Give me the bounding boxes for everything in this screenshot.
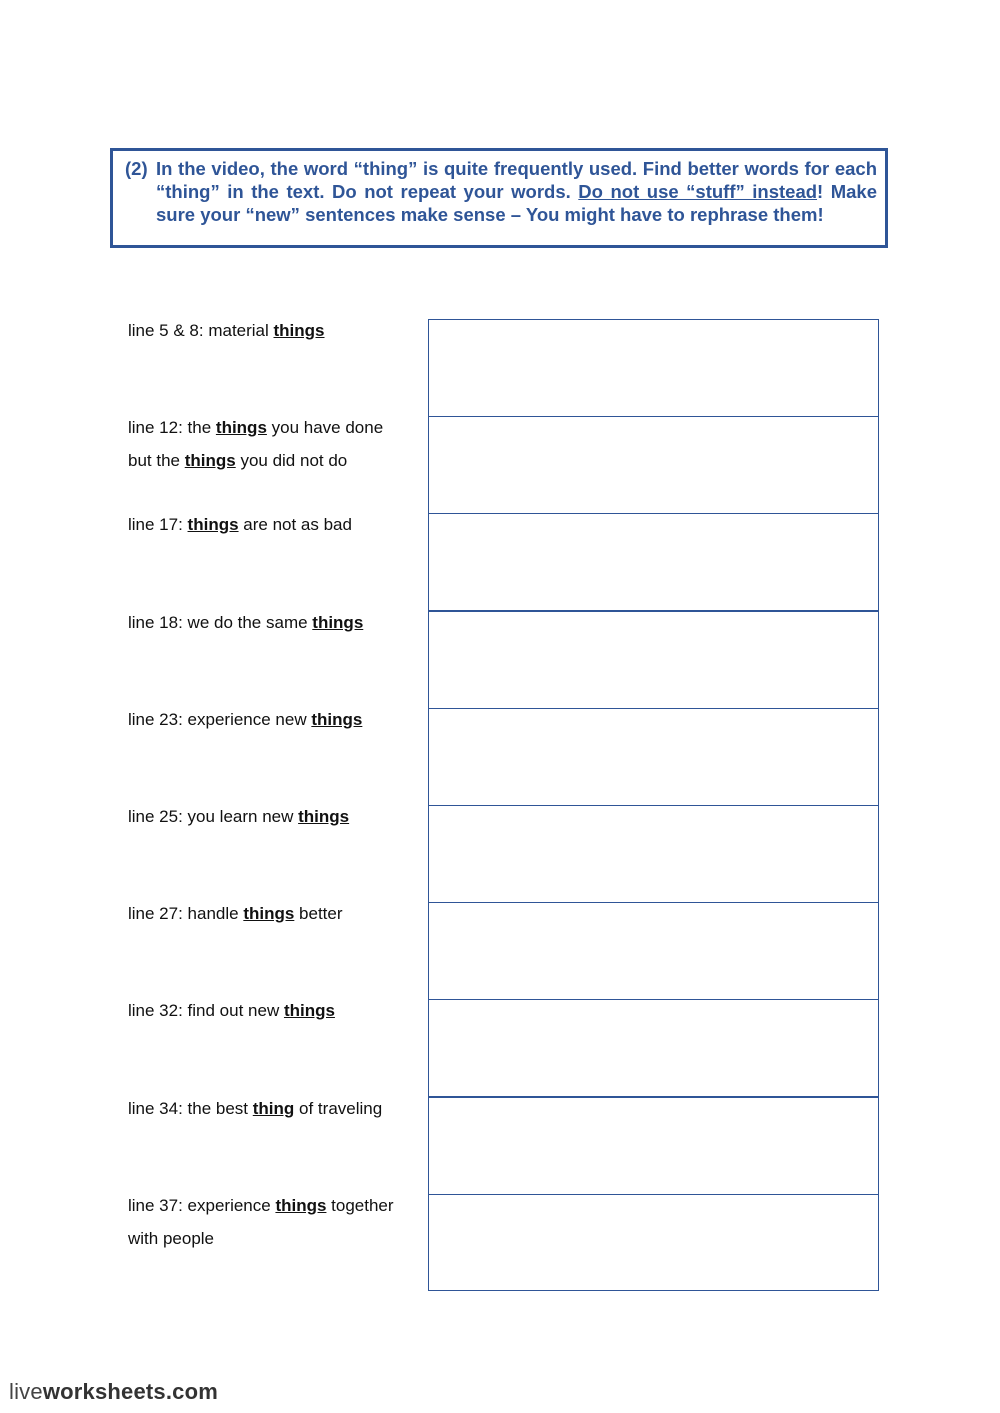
answer-input[interactable]: [428, 902, 879, 1000]
label-text: line 17:: [128, 515, 188, 534]
logo-live: live: [9, 1379, 43, 1404]
keyword-things: things: [273, 321, 325, 340]
instruction-text-underlined: Do not use “stuff” instead: [578, 181, 818, 202]
row-label: [128, 800, 423, 833]
label-text: but the: [128, 451, 185, 470]
answer-input[interactable]: [428, 1194, 879, 1291]
answer-input[interactable]: [428, 708, 879, 806]
instruction-number: (2): [125, 158, 148, 179]
answer-input[interactable]: [428, 999, 879, 1097]
logo-worksheets: worksheets: [42, 1379, 166, 1404]
instruction-text: [156, 157, 877, 226]
keyword-things: things: [243, 904, 295, 923]
label-text: line 23: experience new: [128, 710, 312, 729]
keyword-things: things: [187, 515, 239, 534]
row-label-line1: [128, 800, 423, 833]
label-text: better: [294, 904, 343, 923]
logo-suffix: .com: [165, 1379, 219, 1404]
row-label: [128, 314, 423, 347]
label-text: are not as bad: [238, 515, 352, 534]
answer-input[interactable]: [428, 319, 879, 417]
label-text: you did not do: [235, 451, 348, 470]
keyword-things: things: [215, 418, 267, 437]
answer-input[interactable]: [428, 611, 879, 709]
instruction-box: [110, 148, 888, 248]
row-label: [128, 1092, 423, 1125]
label-text: line 12: the: [128, 418, 216, 437]
row-label-line1: [128, 508, 423, 541]
row-label-line1: [128, 1189, 423, 1222]
row-label: [128, 994, 423, 1027]
answer-input[interactable]: [428, 805, 879, 903]
row-label: [128, 897, 423, 930]
row-label-line1: [128, 314, 423, 347]
row-label: [128, 606, 423, 639]
liveworksheets-logo: [9, 1379, 218, 1405]
answer-input[interactable]: [428, 1097, 879, 1195]
label-text: line 18: we do the same: [128, 613, 313, 632]
label-text: line 34: the best: [128, 1099, 253, 1118]
label-text: together: [326, 1196, 394, 1215]
row-label: [128, 411, 423, 477]
keyword-things: things: [275, 1196, 327, 1215]
label-text: line 32: find out new: [128, 1001, 284, 1020]
answer-input[interactable]: [428, 513, 879, 611]
row-label: [128, 1189, 423, 1255]
instruction-text-part1: In the video, the word “thing” is quite frequently used. Find better words for each “thing” in the text. Do not repeat your words.: [156, 158, 877, 202]
row-label-line1: [128, 703, 423, 736]
row-label-line2: [128, 1222, 423, 1255]
row-label-line1: [128, 606, 423, 639]
row-label-line1: [128, 411, 423, 444]
label-text: you have done: [266, 418, 384, 437]
label-text: line 5 & 8: material: [128, 321, 274, 340]
instruction-text-part2: ! Make sure your “new” sentences make sense – You might have to rephrase them!: [156, 181, 877, 225]
label-text: with people: [128, 1229, 215, 1248]
keyword-things: things: [184, 451, 236, 470]
row-label-line1: [128, 1092, 423, 1125]
label-text: line 37: experience: [128, 1196, 276, 1215]
label-text: line 27: handle: [128, 904, 244, 923]
keyword-things: things: [311, 710, 363, 729]
row-label-line1: [128, 994, 423, 1027]
keyword-things: things: [283, 1001, 335, 1020]
keyword-things: things: [298, 807, 350, 826]
label-text: of traveling: [294, 1099, 383, 1118]
keyword-things: things: [312, 613, 364, 632]
answer-input[interactable]: [428, 416, 879, 514]
row-label: [128, 703, 423, 736]
keyword-things: thing: [252, 1099, 295, 1118]
row-label: [128, 508, 423, 541]
row-label-line2: [128, 444, 423, 477]
row-label-line1: [128, 897, 423, 930]
label-text: line 25: you learn new: [128, 807, 299, 826]
